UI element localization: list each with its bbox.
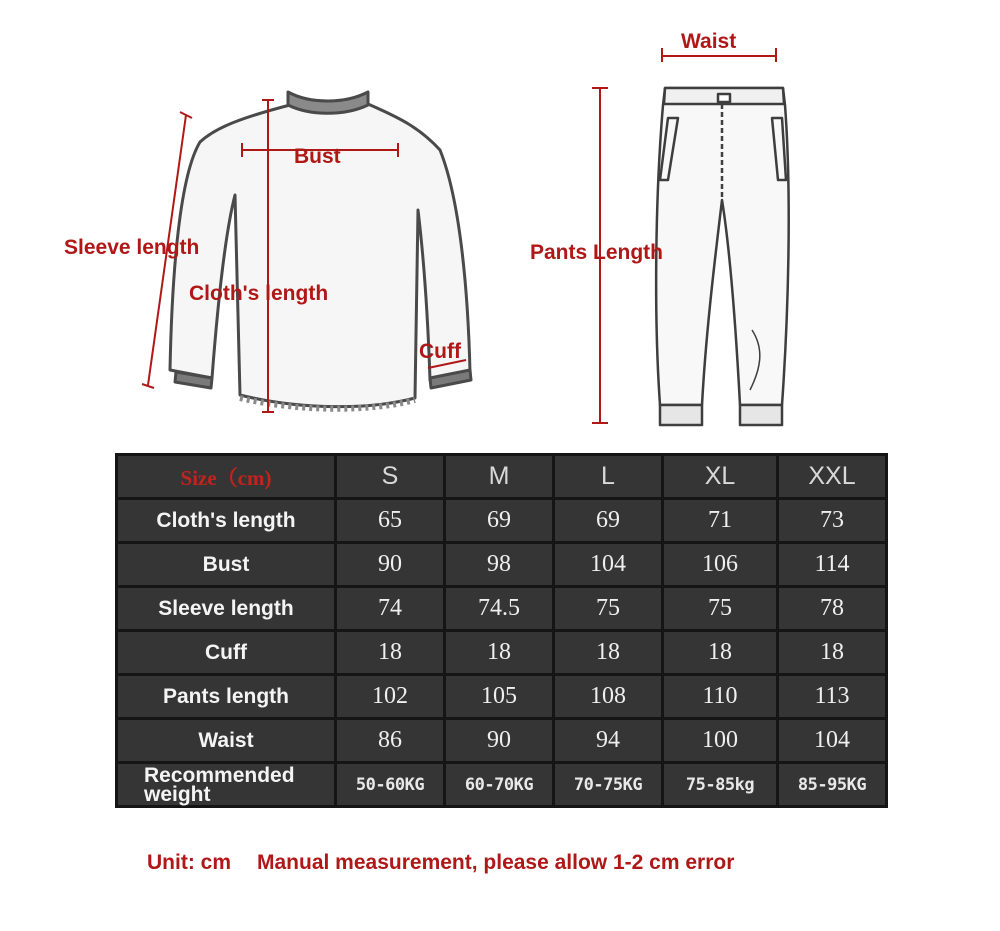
error-note-text: Manual measurement, please allow 1-2 cm error xyxy=(257,851,735,874)
garment-drawings xyxy=(0,0,1000,440)
size-header-cell: Size（cm) xyxy=(117,455,336,499)
weight-cell: 75-85kg xyxy=(663,763,778,807)
table-cell: 18 xyxy=(778,631,887,675)
table-cell: 108 xyxy=(554,675,663,719)
table-cell: 18 xyxy=(445,631,554,675)
table-cell: 114 xyxy=(778,543,887,587)
sleeve-length-label: Sleeve length xyxy=(64,236,200,259)
recommended-weight-row xyxy=(117,763,887,807)
bust-label: Bust xyxy=(294,145,341,168)
table-cell: 105 xyxy=(445,675,554,719)
label-line-1: Recommended xyxy=(144,763,295,787)
pants-illustration xyxy=(656,88,789,425)
row-label: Cuff xyxy=(117,631,336,675)
cloths-length-label: Cloth's length xyxy=(189,282,329,305)
table-row xyxy=(117,499,887,543)
weight-cell: 85-95KG xyxy=(778,763,887,807)
table-cell: 98 xyxy=(445,543,554,587)
size-l-header: L xyxy=(554,455,663,499)
size-chart-table xyxy=(115,453,888,808)
measurement-diagram xyxy=(0,0,1000,440)
pants-length-label: Pants Length xyxy=(530,241,664,264)
table-cell: 69 xyxy=(554,499,663,543)
size-s-header: S xyxy=(336,455,445,499)
table-cell: 104 xyxy=(778,719,887,763)
footer-note xyxy=(147,851,734,875)
table-cell: 94 xyxy=(554,719,663,763)
label-line-2: weight xyxy=(144,782,211,806)
table-cell: 74 xyxy=(336,587,445,631)
row-label: Pants length xyxy=(117,675,336,719)
table-cell: 75 xyxy=(554,587,663,631)
table-header-row xyxy=(117,455,887,499)
table-cell: 104 xyxy=(554,543,663,587)
table-cell: 65 xyxy=(336,499,445,543)
table-cell: 74.5 xyxy=(445,587,554,631)
size-xl-header: XL xyxy=(663,455,778,499)
weight-cell: 70-75KG xyxy=(554,763,663,807)
row-label: Sleeve length xyxy=(117,587,336,631)
table-cell: 71 xyxy=(663,499,778,543)
unit-text: Unit: cm xyxy=(147,851,231,874)
table-cell: 75 xyxy=(663,587,778,631)
table-cell: 90 xyxy=(445,719,554,763)
row-label: Bust xyxy=(117,543,336,587)
table-cell: 69 xyxy=(445,499,554,543)
row-label: Cloth's length xyxy=(117,499,336,543)
table-row xyxy=(117,719,887,763)
size-m-header: M xyxy=(445,455,554,499)
weight-cell: 50-60KG xyxy=(336,763,445,807)
table-cell: 90 xyxy=(336,543,445,587)
size-xxl-header: XXL xyxy=(778,455,887,499)
table-cell: 18 xyxy=(554,631,663,675)
table-cell: 100 xyxy=(663,719,778,763)
table-cell: 18 xyxy=(336,631,445,675)
recommended-weight-label xyxy=(117,763,336,807)
table-row xyxy=(117,675,887,719)
weight-cell: 60-70KG xyxy=(445,763,554,807)
table-row xyxy=(117,587,887,631)
row-label: Waist xyxy=(117,719,336,763)
table-cell: 73 xyxy=(778,499,887,543)
table-cell: 18 xyxy=(663,631,778,675)
table-row xyxy=(117,631,887,675)
table-cell: 113 xyxy=(778,675,887,719)
table-cell: 110 xyxy=(663,675,778,719)
cuff-label: Cuff xyxy=(419,340,461,363)
table-cell: 106 xyxy=(663,543,778,587)
table-cell: 86 xyxy=(336,719,445,763)
waist-label: Waist xyxy=(681,30,737,53)
table-cell: 102 xyxy=(336,675,445,719)
table-cell: 78 xyxy=(778,587,887,631)
table-row xyxy=(117,543,887,587)
